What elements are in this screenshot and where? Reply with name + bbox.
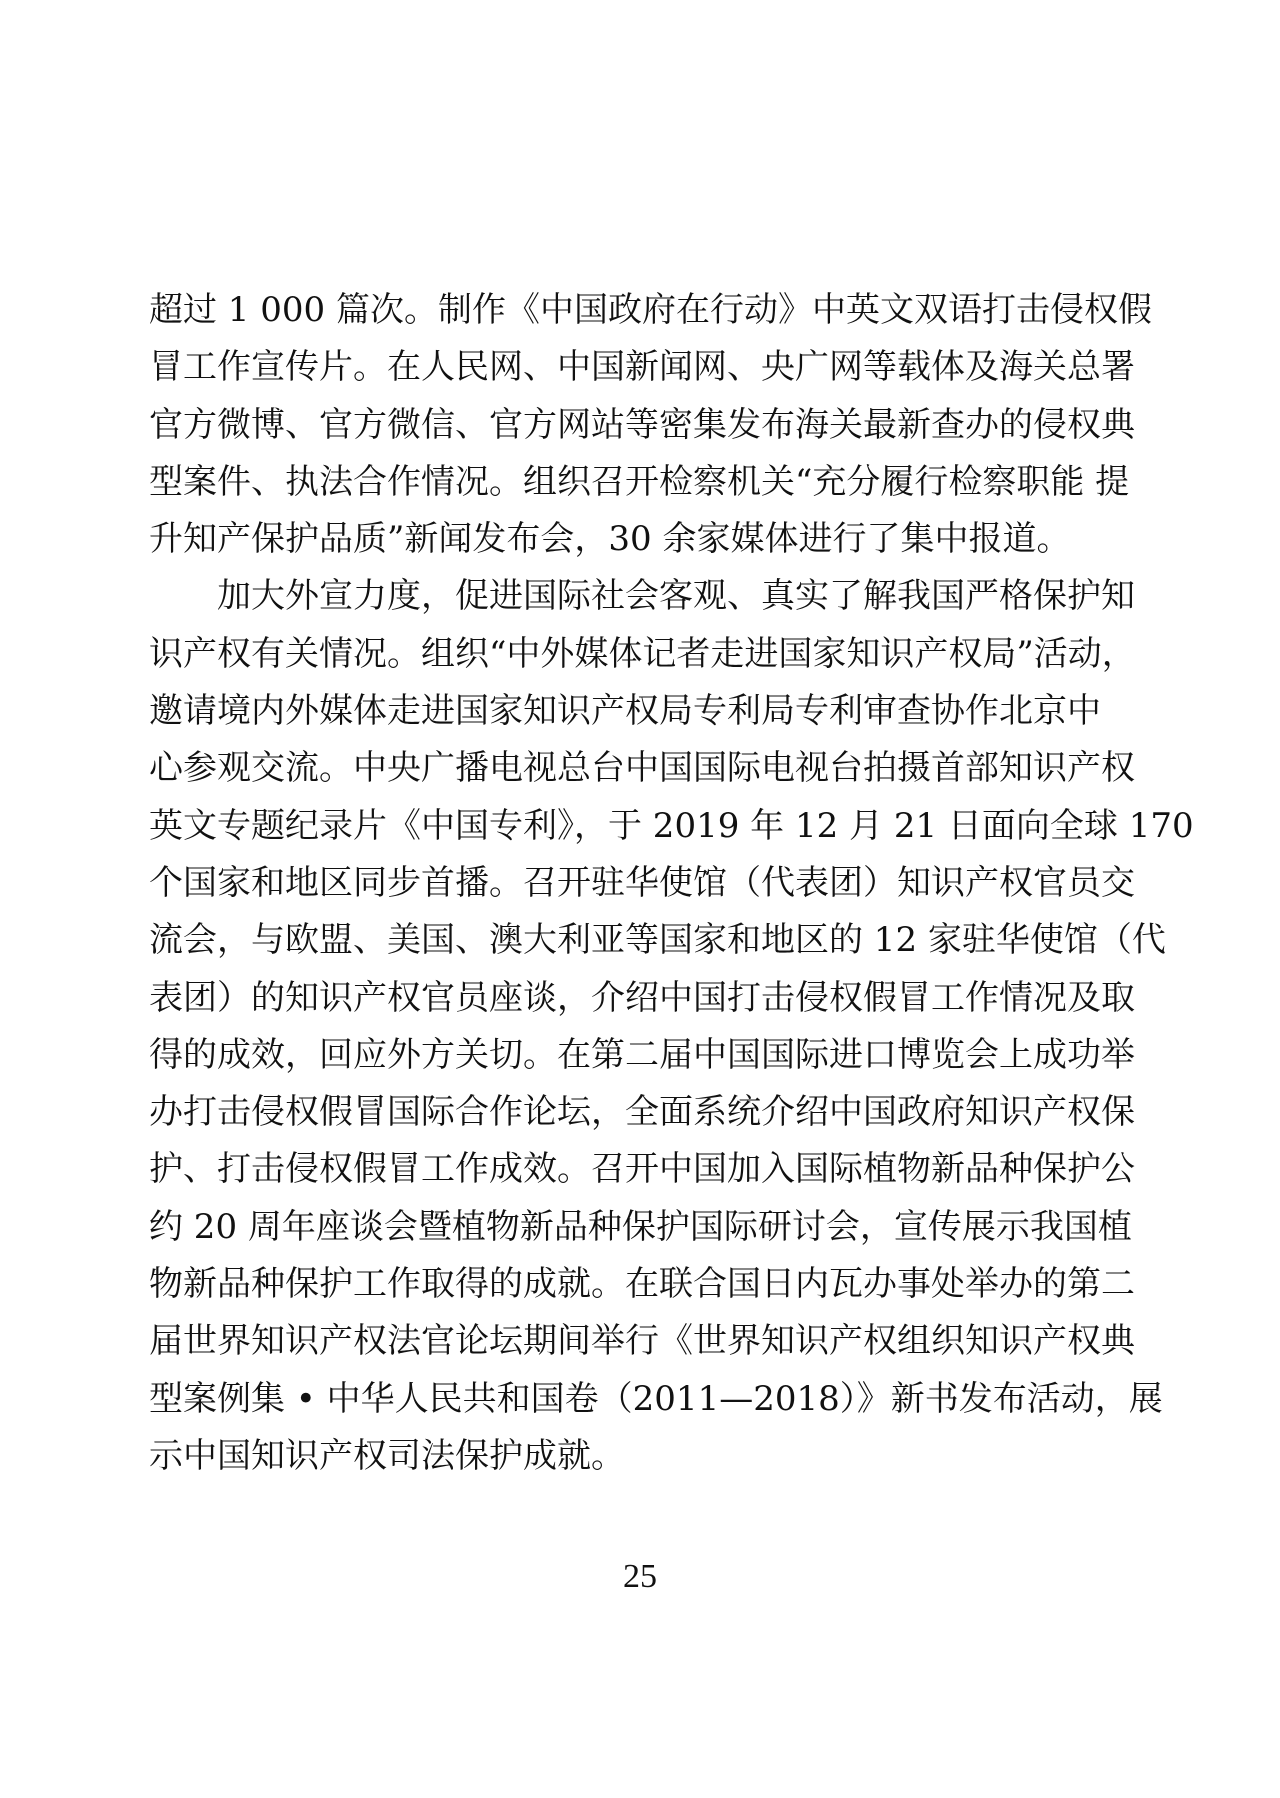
paragraph-1 (149, 282, 1152, 568)
text-line: 超过 1 000 篇次。制作《中国政府在行动》中英文双语打击侵权假 (149, 290, 1152, 330)
text-line: 示中国知识产权司法保护成就。 (149, 1435, 625, 1476)
text-line: 邀请境内外媒体走进国家知识产权局专利局专利审查协作北京中 (149, 691, 1101, 732)
text-line: 个国家和地区同步首播。召开驻华使馆（代表团）知识产权官员交 (149, 862, 1135, 903)
body-text (149, 282, 1194, 1485)
text-line: 表团）的知识产权官员座谈，介绍中国打击侵权假冒工作情况及取 (149, 977, 1135, 1018)
text-line: 物新品种保护工作取得的成就。在联合国日内瓦办事处举办的第二 (149, 1264, 1135, 1305)
text-line: 心参观交流。中央广播电视总台中国国际电视台拍摄首部知识产权 (149, 748, 1135, 789)
text-line: 型案件、执法合作情况。组织召开检察机关“充分履行检察职能 提 (149, 461, 1130, 502)
text-line: 升知产保护品质”新闻发布会，30 余家媒体进行了集中报道。 (149, 519, 1071, 560)
text-line: 加大外宣力度，促进国际社会客观、真实了解我国严格保护知 (149, 576, 1135, 617)
text-line: 型案例集 • 中华人民共和国卷（2011—2018）》新书发布活动，展 (149, 1378, 1163, 1419)
text-line: 冒工作宣传片。在人民网、中国新闻网、央广网等载体及海关总署 (149, 347, 1135, 388)
text-line: 届世界知识产权法官论坛期间举行《世界知识产权组织知识产权典 (149, 1321, 1135, 1362)
text-line: 识产权有关情况。组织“中外媒体记者走进国家知识产权局”活动， (149, 633, 1136, 674)
text-line: 护、打击侵权假冒工作成效。召开中国加入国际植物新品种保护公 (149, 1149, 1135, 1190)
text-line: 官方微博、官方微信、官方网站等密集发布海关最新查办的侵权典 (149, 404, 1135, 445)
paragraph-2 (149, 568, 1194, 1485)
text-line: 流会，与欧盟、美国、澳大利亚等国家和地区的 12 家驻华使馆（代 (149, 920, 1166, 961)
text-line: 得的成效，回应外方关切。在第二届中国国际进口博览会上成功举 (149, 1034, 1135, 1075)
text-line: 英文专题纪录片《中国专利》，于 2019 年 12 月 21 日面向全球 170 (149, 805, 1194, 846)
text-line: 办打击侵权假冒国际合作论坛，全面系统介绍中国政府知识产权保 (149, 1092, 1135, 1133)
text-line: 约 20 周年座谈会暨植物新品种保护国际研讨会，宣传展示我国植 (149, 1206, 1132, 1247)
page-number: 25 (623, 1558, 657, 1595)
